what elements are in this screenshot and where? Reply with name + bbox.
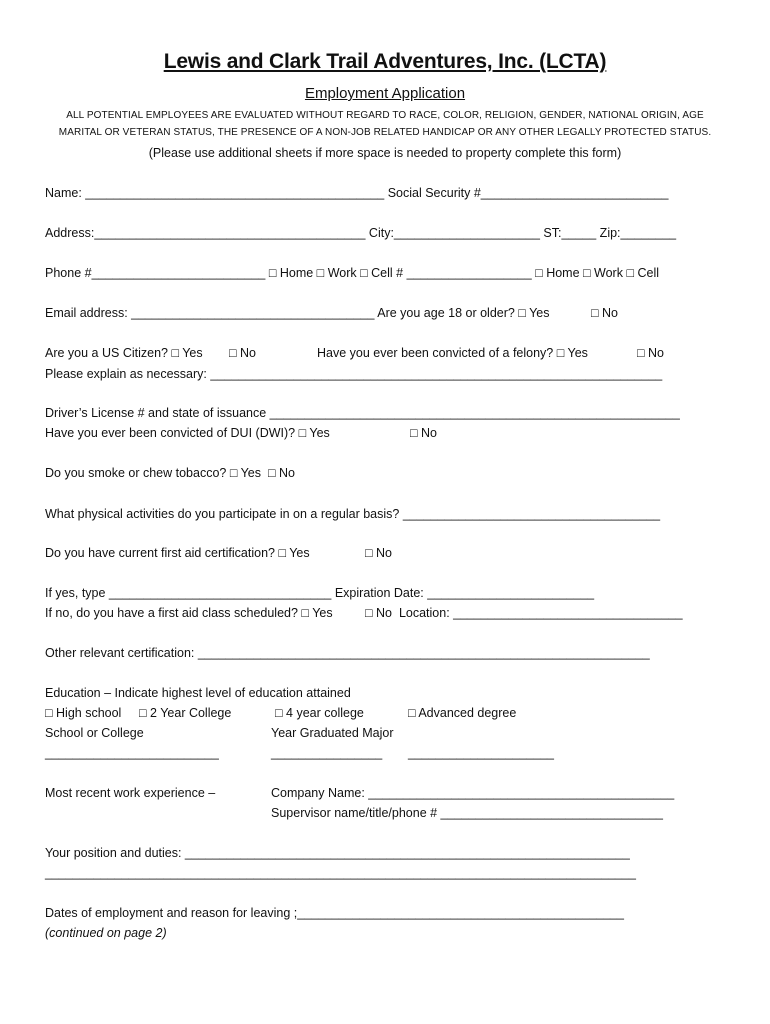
explain-field[interactable]: Please explain as necessary: _________________________________________________________________ (45, 367, 663, 381)
dui-no-checkbox[interactable]: □ No (410, 426, 438, 440)
position-duties-field-line-2[interactable]: _____________________________________________________________________________________ (45, 866, 636, 880)
continued-note: (continued on page 2) (45, 926, 167, 940)
document-subtitle: Employment Application (304, 85, 466, 102)
education-label: Education – Indicate highest level of education attained (45, 686, 351, 700)
phone-field[interactable]: Phone #_________________________ □ Home □ Work □ Cell # __________________ □ Home □ Work □ Cell (45, 266, 660, 280)
name-ssn-field[interactable]: Name: ___________________________________________ Social Security #___________________________ (45, 186, 669, 200)
tobacco-question[interactable]: Do you smoke or chew tobacco? □ Yes □ No (45, 466, 295, 480)
document-title: Lewis and Clark Trail Adventures, Inc. (LCTA) (163, 50, 607, 73)
school-field[interactable]: _________________________ (45, 746, 219, 760)
company-name-field[interactable]: Company Name: ____________________________________________ (271, 786, 675, 800)
work-experience-label: Most recent work experience – (45, 786, 216, 800)
first-aid-type-expiration-field[interactable]: If yes, type ________________________________ Expiration Date: ________________________ (45, 586, 595, 600)
year-graduated-field[interactable]: ________________ (271, 746, 383, 760)
citizen-no-checkbox[interactable]: □ No (229, 346, 257, 360)
edu-2yr-college-checkbox[interactable]: □ 2 Year College (139, 706, 232, 720)
major-field[interactable]: _____________________ (408, 746, 554, 760)
position-duties-field[interactable]: Your position and duties: ________________________________________________________________ (45, 846, 630, 860)
dui-question[interactable]: Have you ever been convicted of DUI (DWI)? □ Yes (45, 426, 330, 440)
edu-high-school-checkbox[interactable]: □ High school (45, 706, 122, 720)
supervisor-field[interactable]: Supervisor name/title/phone # ________________________________ (271, 806, 664, 820)
school-label: School or College (45, 726, 144, 740)
address-field[interactable]: Address:_______________________________________ City:_____________________ ST:_____ Zip:________ (45, 226, 677, 240)
first-aid-no-checkbox[interactable]: □ No (365, 546, 393, 560)
year-major-label: Year Graduated Major (271, 726, 394, 740)
age-no-checkbox[interactable]: □ No (591, 306, 619, 320)
edu-4yr-college-checkbox[interactable]: □ 4 year college (275, 706, 364, 720)
eeo-notice-line-2: MARITAL OR VETERAN STATUS, THE PRESENCE OF A NON-JOB RELATED HANDICAP OR ANY OTHER LEGALLY PROTECTED STATUS. (58, 127, 712, 138)
citizen-question[interactable]: Are you a US Citizen? □ Yes (45, 346, 203, 360)
physical-activities-field[interactable]: What physical activities do you participate in on a regular basis? _____________________________________ (45, 507, 661, 521)
email-age-field[interactable]: Email address: ___________________________________ Are you age 18 or older? □ Yes (45, 306, 550, 320)
edu-advanced-degree-checkbox[interactable]: □ Advanced degree (408, 706, 517, 720)
first-aid-question[interactable]: Do you have current first aid certification? □ Yes (45, 546, 310, 560)
employment-dates-field[interactable]: Dates of employment and reason for leaving ;_______________________________________________ (45, 906, 624, 920)
first-aid-location-field[interactable]: □ No Location: _________________________________ (365, 606, 683, 620)
first-aid-class-question[interactable]: If no, do you have a first aid class scheduled? □ Yes (45, 606, 333, 620)
drivers-license-field[interactable]: Driver’s License # and state of issuance ___________________________________________________________ (45, 406, 680, 420)
felony-no-checkbox[interactable]: □ No (637, 346, 665, 360)
eeo-notice-line-1: ALL POTENTIAL EMPLOYEES ARE EVALUATED WITHOUT REGARD TO RACE, COLOR, RELIGION, GENDER, NATIONAL ORIGIN, AGE (66, 110, 704, 121)
form-instructions: (Please use additional sheets if more space is needed to property complete this form) (148, 146, 622, 160)
other-certification-field[interactable]: Other relevant certification: _________________________________________________________________ (45, 646, 650, 660)
felony-question[interactable]: Have you ever been convicted of a felony? □ Yes (317, 346, 588, 360)
